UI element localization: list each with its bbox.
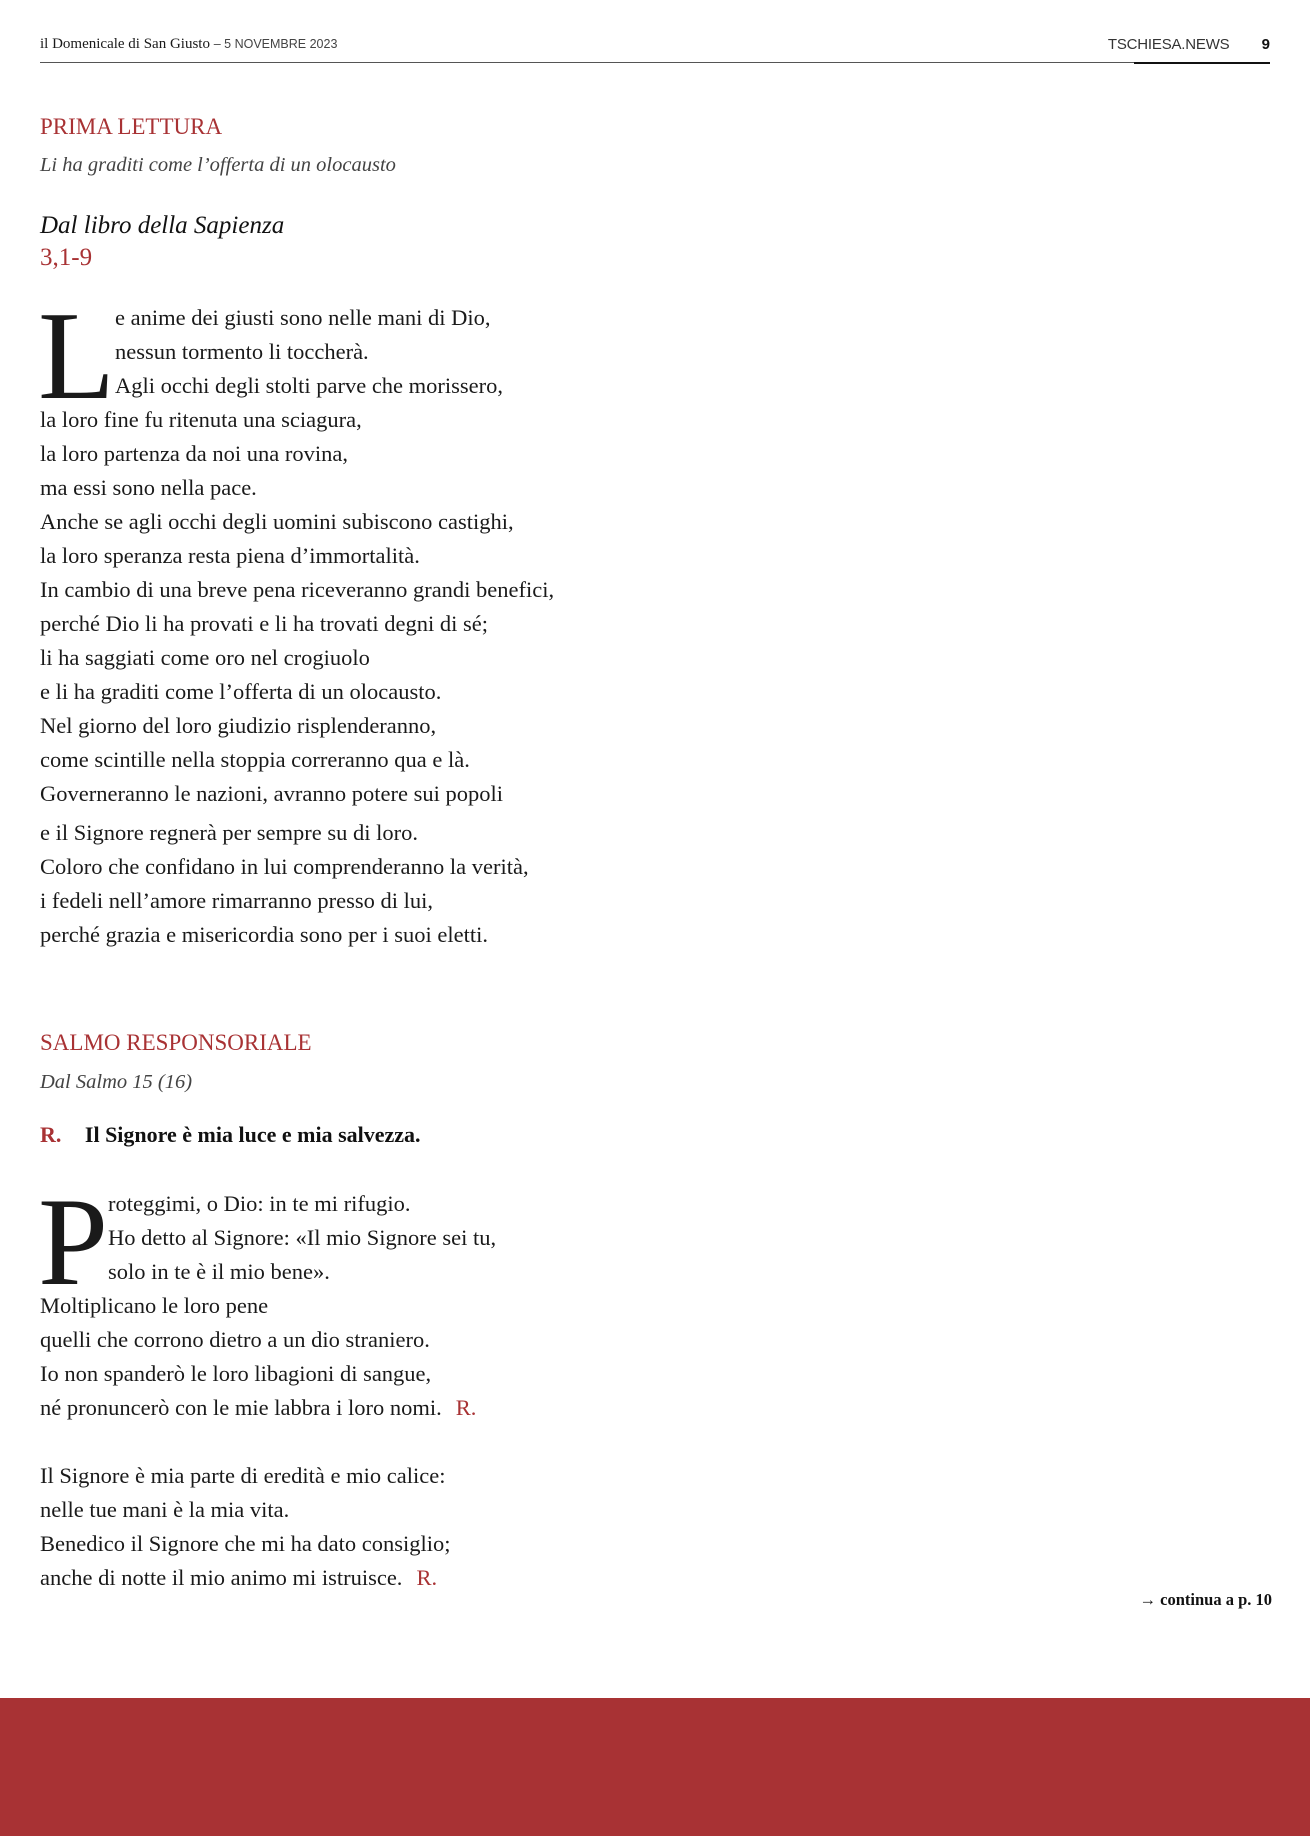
reading-line: e anime dei giusti sono nelle mani di Dio, xyxy=(115,305,491,330)
reading-line: la loro partenza da noi una rovina, xyxy=(40,441,349,466)
prima-lettura-subtitle: Li ha graditi come l’offerta di un olocausto xyxy=(40,154,396,176)
psalm-line: solo in te è il mio bene». xyxy=(108,1259,330,1284)
psalm-line: roteggimi, o Dio: in te mi rifugio. xyxy=(108,1191,411,1216)
book-title: Dal libro della Sapienza xyxy=(40,212,285,239)
reading-line: la loro fine fu ritenuta una sciagura, xyxy=(40,407,362,432)
psalm-line: quelli che corrono dietro a un dio straniero. xyxy=(40,1327,430,1352)
reading-line: Nel giorno del loro giudizio risplenderanno, xyxy=(40,713,437,738)
psalm-line: Ho detto al Signore: «Il mio Signore sei tu, xyxy=(108,1225,497,1250)
psalm-line: nelle tue mani è la mia vita. xyxy=(40,1497,290,1522)
reading-line: Anche se agli occhi degli uomini subiscono castighi, xyxy=(40,509,514,534)
psalm-line-text: anche di notte il mio animo mi istruisce. xyxy=(40,1565,403,1590)
reading-line: In cambio di una breve pena riceveranno grandi benefici, xyxy=(40,577,555,602)
psalm-line: Benedico il Signore che mi ha dato consiglio; xyxy=(40,1531,451,1556)
publication-date: – 5 NOVEMBRE 2023 xyxy=(213,37,338,51)
reading-line: nessun tormento li toccherà. xyxy=(115,339,369,364)
page-number: 9 xyxy=(1261,36,1270,53)
reading-line: Governeranno le nazioni, avranno potere sui popoli xyxy=(40,781,503,806)
reading-line: perché Dio li ha provati e li ha trovati degni di sé; xyxy=(40,611,488,636)
footer-band xyxy=(0,1698,1310,1836)
reading-line: ma essi sono nella pace. xyxy=(40,475,257,500)
response-mark: R. xyxy=(416,1565,438,1590)
psalm-line xyxy=(40,1394,476,1422)
refrain xyxy=(40,1122,421,1148)
publication-info xyxy=(40,36,337,53)
page-header xyxy=(40,34,1270,63)
psalm-line: Io non spanderò le loro libagioni di sangue, xyxy=(40,1361,432,1386)
site-info xyxy=(1108,36,1270,53)
salmo-title: SALMO RESPONSORIALE xyxy=(40,1030,312,1055)
publication-name: il Domenicale di San Giusto xyxy=(40,36,210,52)
reading-line: i fedeli nell’amore rimarranno presso di lui, xyxy=(40,888,433,913)
reading-line: come scintille nella stoppia correranno qua e là. xyxy=(40,747,470,772)
reading-line: e li ha graditi come l’offerta di un olocausto. xyxy=(40,679,442,704)
refrain-label: R. xyxy=(40,1122,62,1147)
psalm-line: Il Signore è mia parte di eredità e mio calice: xyxy=(40,1463,446,1488)
reading-line: Agli occhi degli stolti parve che morissero, xyxy=(115,373,504,398)
drop-cap-l: L xyxy=(38,287,115,426)
header-accent-rule xyxy=(1134,62,1270,64)
psalm-line-text: né pronuncerò con le mie labbra i loro nomi. xyxy=(40,1395,442,1420)
continued-link[interactable]: → continua a p. 10 xyxy=(1139,1590,1272,1609)
response-mark: R. xyxy=(455,1395,477,1420)
reading-line: perché grazia e misericordia sono per i suoi eletti. xyxy=(40,922,488,947)
reading-line: Coloro che confidano in lui comprenderanno la verità, xyxy=(40,854,529,879)
reading-line: la loro speranza resta piena d’immortalità. xyxy=(40,543,420,568)
scripture-reference: 3,1-9 xyxy=(40,244,93,271)
refrain-text: Il Signore è mia luce e mia salvezza. xyxy=(84,1122,421,1147)
site-name[interactable]: TSCHIESA.NEWS xyxy=(1107,36,1230,53)
psalm-line xyxy=(40,1564,437,1592)
reading-line: e il Signore regnerà per sempre su di loro. xyxy=(40,820,419,845)
reading-line: li ha saggiati come oro nel crogiuolo xyxy=(40,645,370,670)
drop-cap-p: P xyxy=(38,1173,109,1312)
psalm-line: Moltiplicano le loro pene xyxy=(40,1293,269,1318)
prima-lettura-title: PRIMA LETTURA xyxy=(40,114,223,139)
salmo-subtitle: Dal Salmo 15 (16) xyxy=(40,1071,193,1093)
